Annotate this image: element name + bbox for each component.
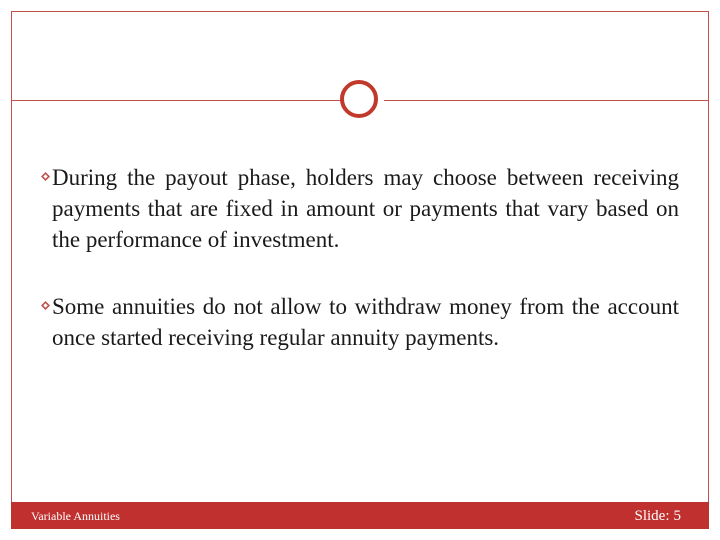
footer-title: Variable Annuities — [31, 509, 120, 523]
bullet-text: During the payout phase, holders may choose between receiving payments that are fixed in amount or payments that vary based on the performance of investment. — [52, 165, 679, 252]
slide-footer — [11, 502, 709, 529]
slide-number-label: Slide: — [634, 508, 670, 524]
divider-right — [384, 100, 709, 101]
bullet-text: Some annuities do not allow to withdraw money from the account once started receiving regular annuity payments. — [52, 294, 679, 350]
diamond-bullet-icon — [41, 301, 50, 310]
diamond-bullet-icon — [41, 172, 50, 181]
ring-ornament-icon — [340, 80, 378, 118]
slide-body — [49, 162, 679, 389]
slide-number-value: 5 — [673, 508, 681, 524]
bullet-item — [49, 291, 679, 353]
divider-left — [11, 100, 341, 101]
bullet-item — [49, 162, 679, 255]
slide-number — [634, 507, 681, 525]
